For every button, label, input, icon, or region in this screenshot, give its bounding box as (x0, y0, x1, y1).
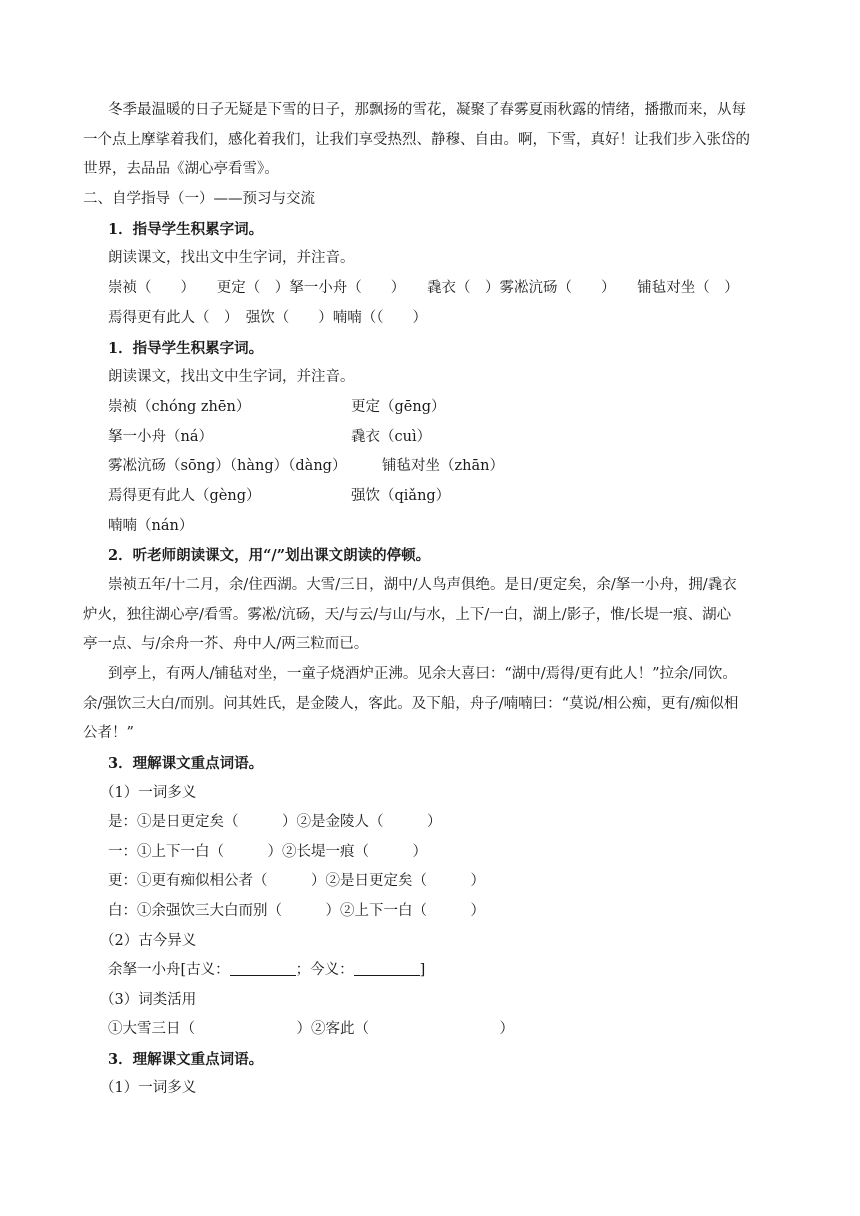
polysemy-shi: 是：①是日更定矣（ ）②是金陵人（ ） (108, 814, 442, 830)
item3-sub3: （3）词类活用 (100, 992, 197, 1008)
passage-line: 到亭上，有两人/铺毡对坐，一童子烧酒炉正沸。见余大喜曰：“湖中/焉得/更有此人！”拉余/同饮。 (108, 666, 737, 682)
gujin-suffix: ] (419, 962, 426, 978)
item3-repeat-title: 3．理解课文重点词语。 (108, 1051, 264, 1068)
item1-answers-instruction: 朗读课文，找出文中生字词，并注音。 (108, 369, 355, 385)
item2-title: 2．听老师朗读课文，用“/”划出课文朗读的停顿。 (108, 547, 431, 564)
answer-right: 毳衣（cuì） (351, 429, 432, 445)
polysemy-yi: 一：①上下一白（ ）②长堤一痕（ ） (108, 844, 427, 860)
answer-right: 铺毡对坐（zhān） (382, 458, 504, 474)
answer-left: 雾凇沆砀（sōng）（hàng）（dàng） (108, 458, 347, 474)
item1-answers-title: 1．指导学生积累字词。 (108, 340, 264, 357)
item1-title: 1．指导学生积累字词。 (108, 221, 264, 238)
huoyong-line: ①大雪三日（ ）②客此（ ） (108, 1021, 514, 1037)
intro-line-3: 世界，去品品《湖心亭看雪》。 (83, 161, 279, 177)
answer-right: 更定（gēng） (351, 399, 446, 415)
answer-row (108, 423, 808, 453)
intro-line-2: 一个点上摩挲着我们，感化着我们，让我们享受热烈、静穆、自由。啊，下雪，真好！让我们步入张岱的 (83, 132, 750, 148)
passage-line: 亭一点、与/余舟一芥、舟中人/两三粒而已。 (83, 636, 369, 652)
answer-left: 焉得更有此人（gèng） (108, 488, 261, 504)
gujin-mid: ；今义： (295, 962, 354, 978)
polysemy-geng: 更：①更有痴似相公者（ ）②是日更定矣（ ） (108, 873, 485, 889)
item1-row-1: 崇祯（ ） 更定（ ）拏一小舟（ ） 毳衣（ ）雾凇沆砀（ ） 铺毡对坐（ ） (108, 280, 739, 296)
answer-right: 强饮（qiǎng） (351, 488, 451, 504)
intro-line-1: 冬季最温暖的日子无疑是下雪的日子，那飘扬的雪花，凝聚了春雾夏雨秋露的情绪，播撒而来，从每 (108, 102, 746, 118)
item1-row-2: 焉得更有此人（ ） 强饮（ ）喃喃（（ ） (108, 310, 427, 326)
item3-sub2: （2）古今异义 (100, 933, 197, 949)
answer-row (108, 452, 808, 482)
passage-line: 炉火，独往湖心亭/看雪。雾凇/沆砀，天/与云/与山/与水，上下/一白，湖上/影子，惟/长堤一痕、湖心 (83, 607, 732, 623)
answer-blank[interactable] (230, 961, 296, 976)
item3-title: 3．理解课文重点词语。 (108, 755, 264, 772)
passage-line: 公者！” (83, 725, 134, 741)
answer-left: 拏一小舟（ná） (108, 429, 213, 445)
answer-blank[interactable] (354, 961, 420, 976)
section-heading: 二、自学指导（一）——预习与交流 (83, 191, 315, 207)
answer-row (108, 482, 808, 512)
gujin-prefix: 余拏一小舟[古义： (108, 962, 230, 978)
item1-instruction: 朗读课文，找出文中生字词，并注音。 (108, 250, 355, 266)
polysemy-bai: 白：①余强饮三大白而别（ ）②上下一白（ ） (108, 903, 485, 919)
item3-repeat-sub1: （1）一词多义 (100, 1080, 197, 1096)
passage-line: 余/强饮三大白/而别。问其姓氏，是金陵人，客此。及下船，舟子/喃喃曰：“莫说/相公痴，更有/痴似相 (83, 696, 739, 712)
item3-sub1: （1）一词多义 (100, 785, 197, 801)
gujin-line (108, 956, 808, 986)
answer-last: 喃喃（nán） (108, 518, 194, 534)
answer-row (108, 393, 808, 423)
answer-left: 崇祯（chóng zhēn） (108, 399, 251, 415)
passage-line: 崇祯五年/十二月，余/住西湖。大雪/三日，湖中/人鸟声俱绝。是日/更定矣，余/拏一小舟，拥/毳衣 (108, 577, 737, 593)
